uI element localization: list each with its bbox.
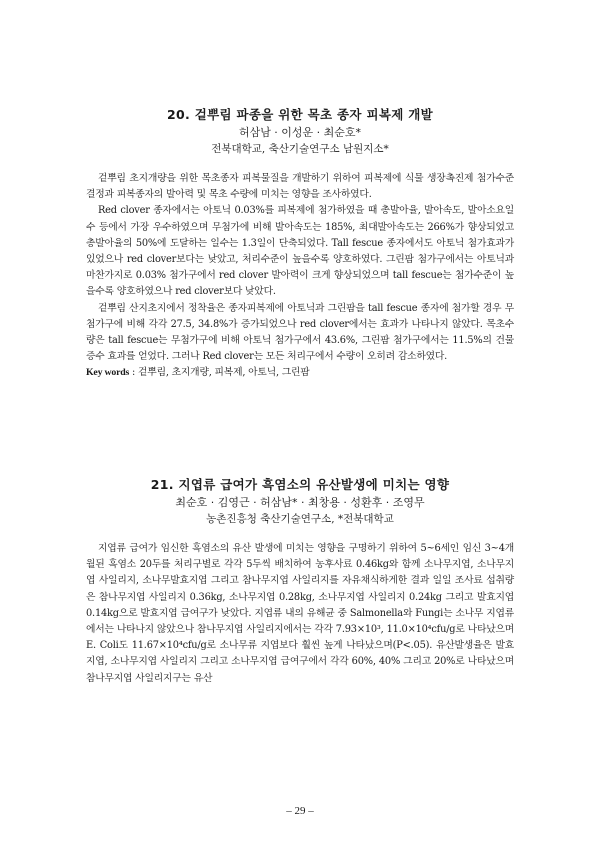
abstract-21 — [86, 476, 514, 687]
abstract-authors: 최순호 · 김영근 · 허삼남* · 최창용 · 성환후 · 조영무 — [175, 496, 425, 509]
paragraph: 지엽류 급여가 임신한 흑염소의 유산 발생에 미치는 영향을 구명하기 위하여 5~6세인 임신 3~4개월된 흑염소 20두를 처리구별로 각각 5두씩 배치하여 농후사료 0.46kg와 함께 소나무지엽, 소나무지엽 사일리지, 소나무발효지엽 그리고 참나무지엽 사일리지를 자유채식하게한 결과 일일 조사료 섭취량은 참나무지엽 사일리지 0.36kg, 소나무지엽 0.28kg, 소나무지엽 사일리지 0.24kg 그리고 발효지엽 0.14kg으로 발효지엽 급여구가 낮았다. 지엽류 내의 유해균 중 Salmonella와 Fungi는 소나무 지엽류에서는 나타나지 않았으나 참나무지엽 사일리지에서는 각각 7.93×10³, 11.0×10⁴cfu/g로 나타났으며 E. Coli도 11.67×10⁴cfu/g로 소나무류 지엽보다 훨씬 높게 나타났으며(P<.05). 유산발생율은 발효지엽, 소나무지엽 사일리지 그리고 소나무지엽 급여구에서 각각 60%, 40% 그리고 20%로 나타났으며 참나무지엽 사일리지구는 유산 — [86, 543, 514, 684]
abstract-title: 21. 지엽류 급여가 흑염소의 유산발생에 미치는 영향 — [150, 477, 450, 492]
paragraph: 겉뿌림 산지초지에서 정착율은 종자피복제에 아토닉과 그린팜을 tall fescue 종자에 첨가할 경우 무첨가구에 비해 각각 27.5, 34.8%가 증가되었으나 red clover에서는 효과가 나타나지 않았다. 목초수량은 tall fescue는 무첨가구에 비해 아토닉 첨가구에서 43.6%, 그린팜 첨가구에서는 11.5%의 건물증수 효과를 얻었다. 그러나 Red clover는 모든 처리구에서 수량이 오히려 감소하였다. — [86, 302, 514, 363]
abstract-authors: 허삼남 · 이성운 · 최순호* — [238, 126, 362, 139]
abstract-affiliation: 전북대학교, 축산기술연구소 남원지소* — [211, 143, 389, 155]
keywords — [86, 365, 514, 381]
abstract-20 — [86, 106, 514, 382]
abstract-body — [86, 171, 514, 365]
keywords-list: : 겉뿌림, 초지개량, 피복제, 아토닉, 그린팜 — [129, 367, 310, 379]
abstract-affiliation: 농촌진흥청 축산기술연구소, *전북대학교 — [206, 513, 394, 525]
paragraph: 겉뿌림 초지개량을 위한 목초종자 피복물질을 개발하기 위하여 피복제에 식물 생장촉진제 첨가수준 결정과 피복종자의 발아력 및 목초 수량에 미치는 영향을 조사하였다. — [86, 173, 514, 201]
paragraph: Red clover 종자에서는 아토닉 0.03%를 피복제에 첨가하였을 때 총발아율, 발아속도, 발아소요일수 등에서 가장 우수하였으며 무첨가에 비해 발아속도는 185%, 최대발아속도는 266%가 향상되었고 총발아율의 50%에 도달하는 일수는 1.3일이 단축되었다. Tall fescue 종자에서도 아토닉 첨가효과가 있었으나 red clover보다는 낮았고, 처리수준이 높을수록 양호하였다. 그린팜 첨가구에서는 아토닉과 마찬가지로 0.03% 첨가구에서 red clover 발아력이 크게 향상되었으며 tall fescue는 첨가수준이 높을수록 양호하였으나 red clover보다 낮았다. — [86, 205, 514, 298]
keywords-label: Key words — [86, 367, 130, 379]
abstract-title: 20. 겉뿌림 파종을 위한 목초 종자 피복제 개발 — [167, 107, 433, 122]
abstract-body — [86, 541, 514, 687]
page-number: – 29 – — [286, 805, 314, 817]
